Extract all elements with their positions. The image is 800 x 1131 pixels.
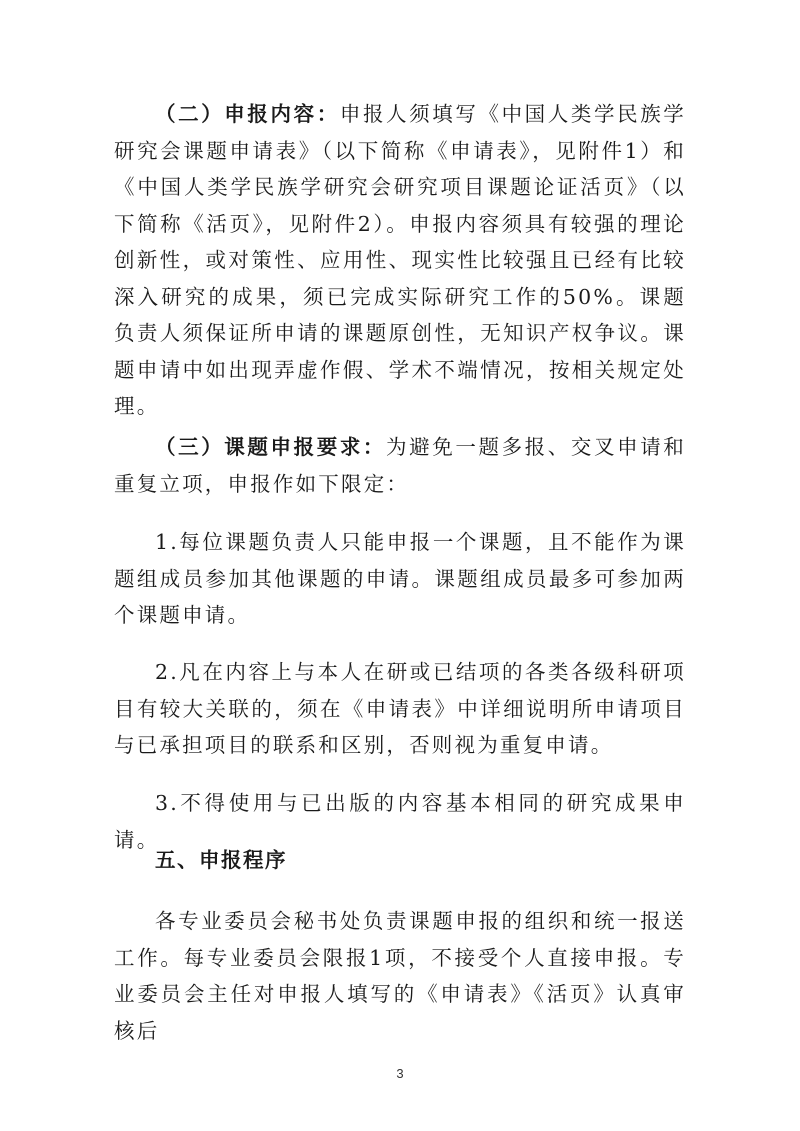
paragraph-apply-content	[114, 96, 686, 425]
rule-item-2: 2.凡在内容上与本人在研或已结项的各类各级科研项目有较大关联的，须在《申请表》中详细说明所申请项目与已承担项目的联系和区别，否则视为重复申请。	[114, 660, 686, 757]
paragraph-requirements	[114, 429, 686, 502]
section-heading-procedure: 五、申报程序	[155, 848, 287, 872]
paragraph-procedure: 各专业委员会秘书处负责课题申报的组织和统一报送工作。每专业委员会限报1项，不接受个人直接申报。专业委员会主任对申报人填写的《申请表》《活页》认真审核后	[114, 909, 686, 1043]
requirements-lead: （三）课题申报要求：	[155, 435, 387, 459]
rule-item-1: 1.每位课题负责人只能申报一个课题，且不能作为课题组成员参加其他课题的申请。课题组成员最多可参加两个课题申请。	[114, 530, 686, 627]
apply-content-lead: （二）申报内容：	[155, 102, 340, 126]
apply-content-body: 申报人须填写《中国人类学民族学研究会课题申请表》（以下简称《申请表》，见附件1）和《中国人类学民族学研究会研究项目课题论证活页》（以下简称《活页》，见附件2）。申报内容须具有较强的理论创新性，或对策性、应用性、现实性比较强且已经有比较深入研究的成果，须已完成实际研究工作的50%。课题负责人须保证所申请的课题原创性，无知识产权争议。课题申请中如出现弄虚作假、学术不端情况，按相关规定处理。	[114, 102, 687, 418]
page-number: 3	[396, 1066, 404, 1081]
requirements-body: 为避免一题多报、交叉申请和重复立项，申报作如下限定：	[114, 435, 686, 496]
rule-item-3: 3.不得使用与已出版的内容基本相同的研究成果申请。	[114, 791, 686, 852]
